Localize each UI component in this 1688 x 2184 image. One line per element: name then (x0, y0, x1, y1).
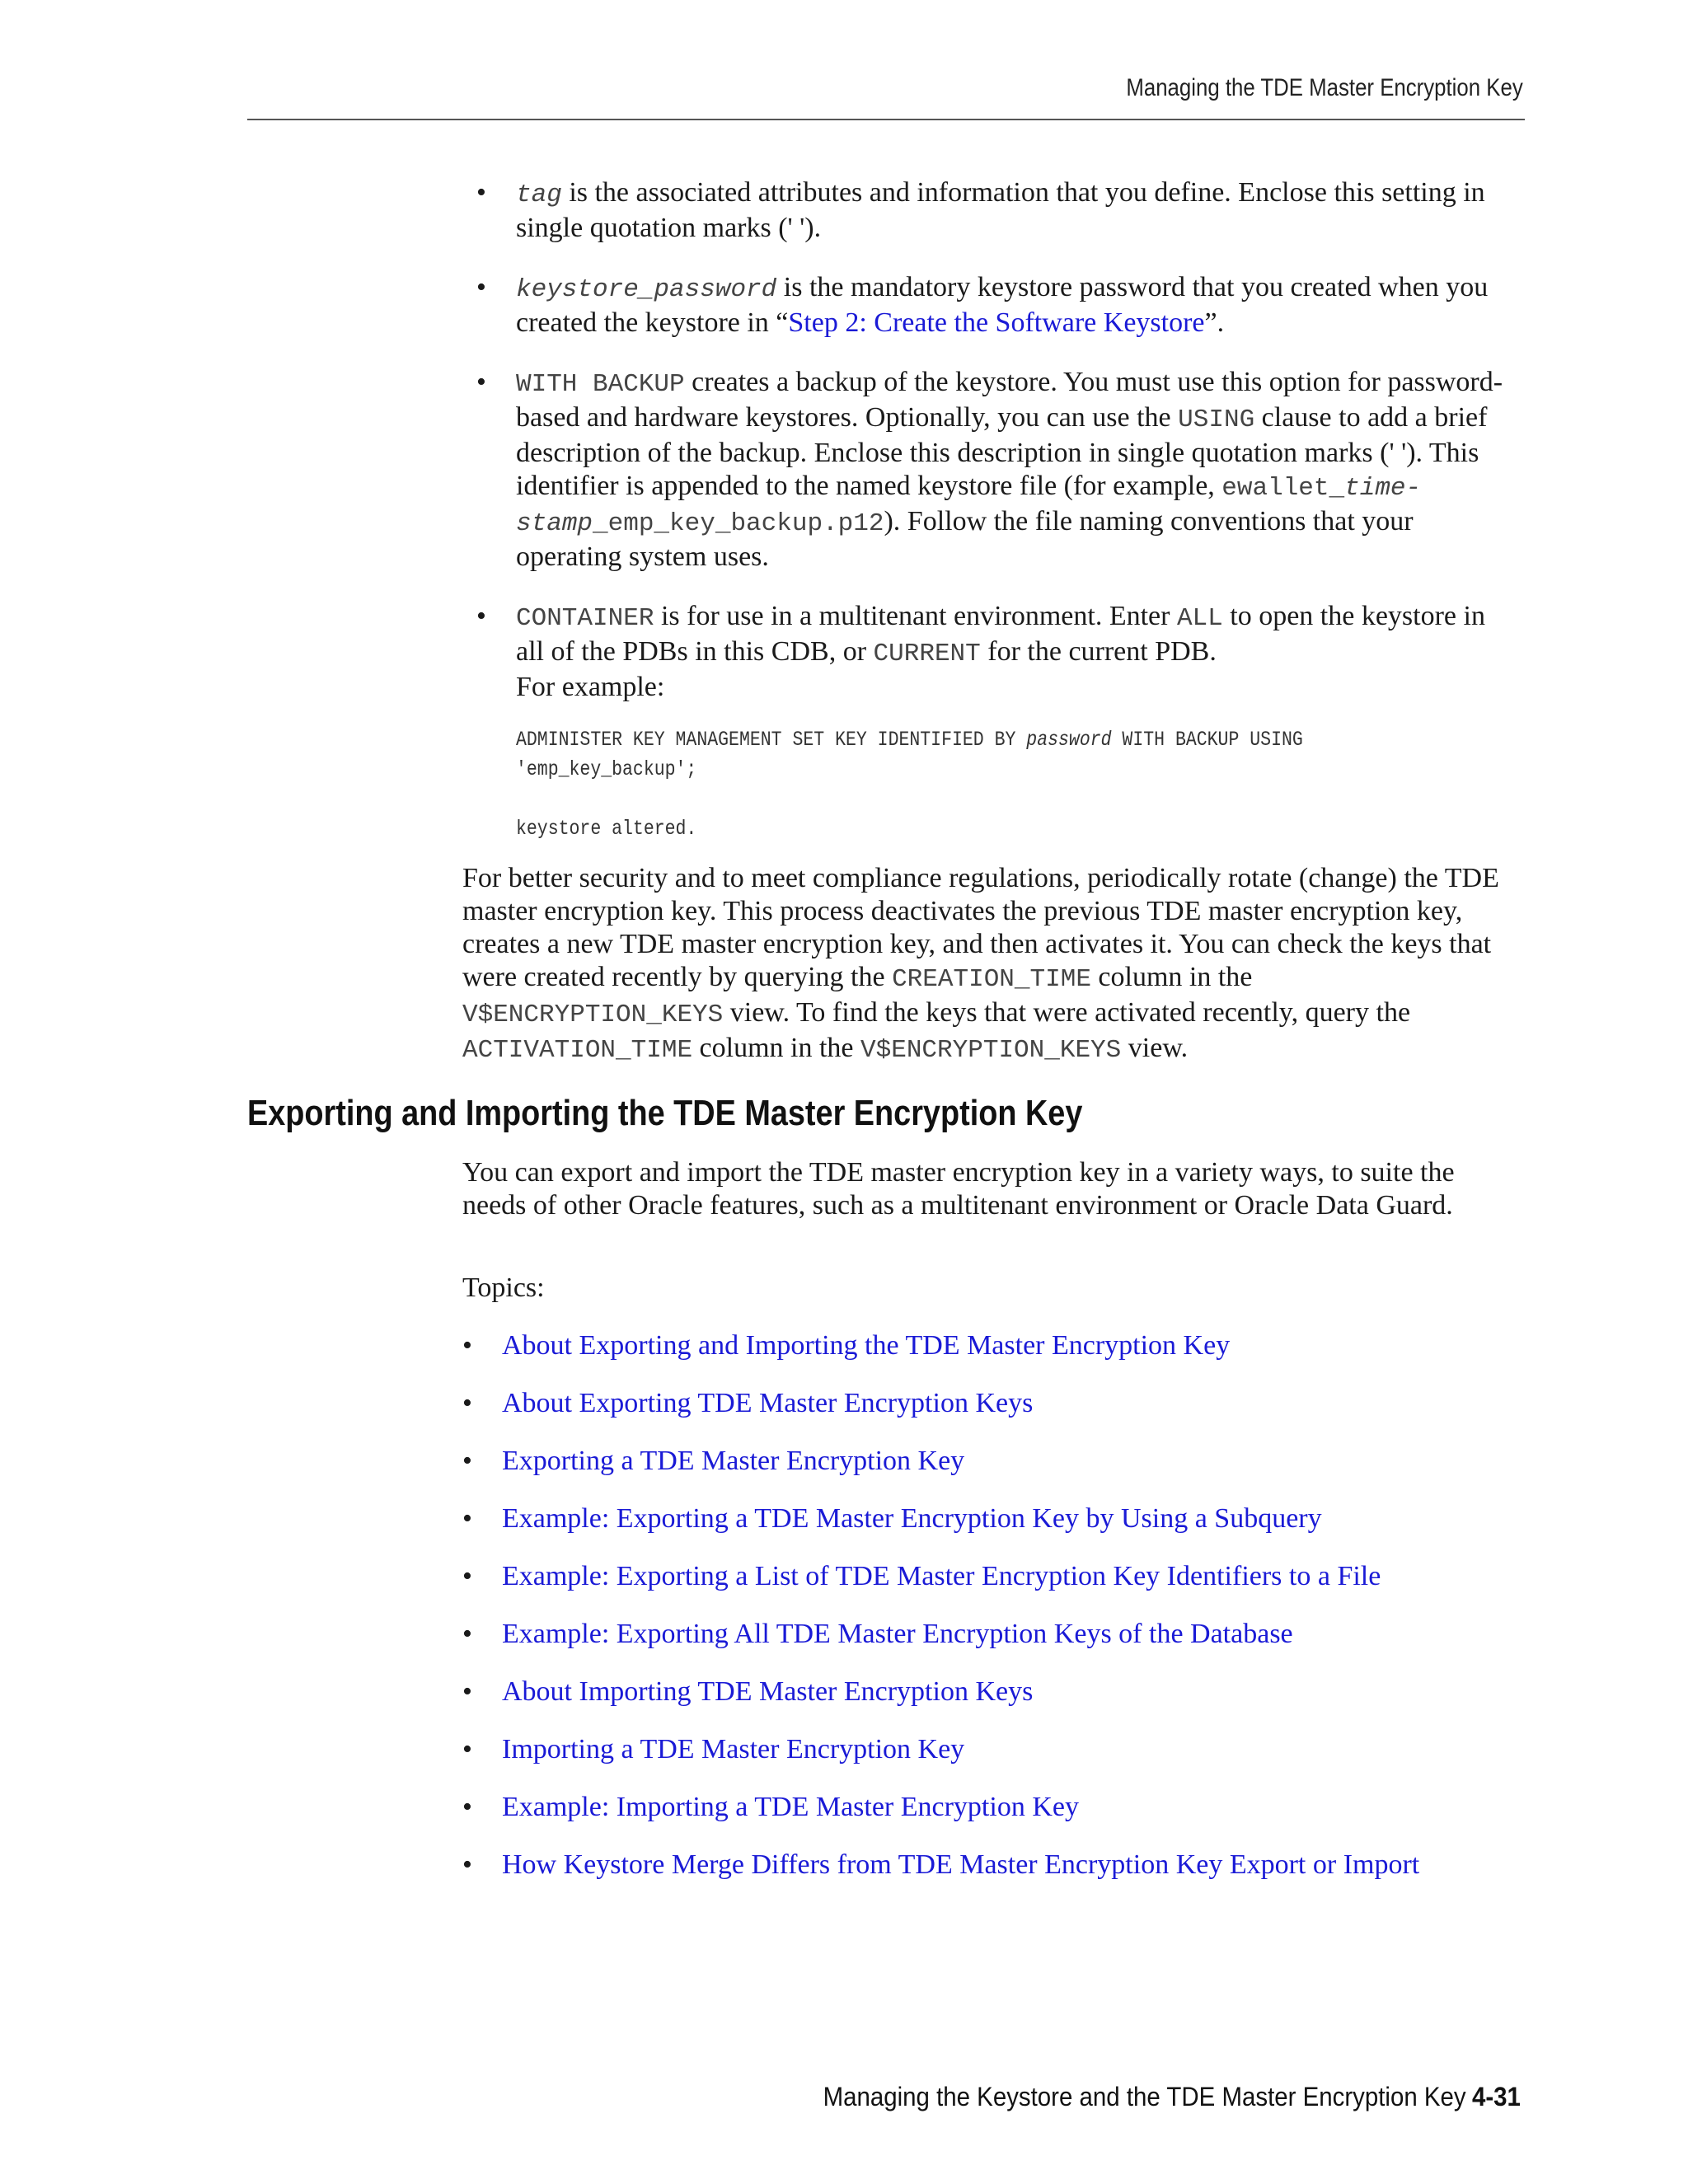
code-line: WITH BACKUP USING (1111, 728, 1303, 752)
topic-link[interactable]: Exporting a TDE Master Encryption Key (502, 1446, 965, 1476)
paragraph-text: column in the (692, 1033, 861, 1063)
paragraph-text: column in the (1090, 962, 1253, 992)
bullet-text: is the mandatory keystore password that you created when you created the keystore in “ (516, 272, 1489, 338)
bullet-text: is for use in a multitenant environment. Enter (654, 601, 1177, 631)
code-term: tag (516, 180, 562, 209)
list-item (502, 1502, 1524, 1560)
code-line: 'emp_key_backup'; (516, 757, 697, 781)
code-placeholder: password (1026, 728, 1112, 752)
topic-link[interactable]: Example: Importing a TDE Master Encryption Key (502, 1792, 1079, 1822)
bullet-text: for the current PDB. (980, 636, 1217, 667)
rotation-paragraph (462, 862, 1509, 1067)
running-footer (823, 2082, 1521, 2112)
list-item (502, 1387, 1524, 1445)
topic-link[interactable]: Example: Exporting a List of TDE Master Encryption Key Identifiers to a File (502, 1561, 1381, 1591)
list-item (502, 1675, 1524, 1733)
topic-link[interactable]: Example: Exporting All TDE Master Encryption Keys of the Database (502, 1619, 1293, 1649)
topic-link[interactable]: About Importing TDE Master Encryption Keys (502, 1676, 1034, 1707)
list-item (502, 1329, 1524, 1387)
code-term: ACTIVATION_TIME (462, 1036, 693, 1065)
code-term: time-stamp (516, 474, 1422, 538)
footer-title: Managing the Keystore and the TDE Master Encryption Key (823, 2082, 1466, 2111)
bullet-text: clause to add a brief description of the backup. Enclose this description in single quotation marks (' '). This identifier is appended to the named keystore file (for example, (516, 402, 1488, 501)
example-label: For example: (516, 672, 665, 702)
topic-link[interactable]: Example: Exporting a TDE Master Encryption Key by Using a Subquery (502, 1503, 1322, 1534)
code-output: keystore altered. (516, 817, 697, 841)
list-item (502, 1560, 1524, 1618)
paragraph-text: view. To find the keys that were activated recently, query the (723, 997, 1411, 1028)
bullet-tag (516, 176, 1505, 245)
section-intro: You can export and import the TDE master encryption key in a variety ways, to suite the needs of other Oracle features, such as a multitenant environment or Oracle Data Guard. (462, 1157, 1455, 1221)
topics-label: Topics: (462, 1272, 545, 1303)
code-term: CURRENT (873, 640, 981, 668)
topic-link[interactable]: About Exporting and Importing the TDE Master Encryption Key (502, 1330, 1231, 1361)
topic-link[interactable]: How Keystore Merge Differs from TDE Master Encryption Key Export or Import (502, 1849, 1420, 1880)
list-item (502, 1791, 1524, 1849)
code-term: V$ENCRYPTION_KEYS (462, 1001, 724, 1029)
bullet-text: to open the keystore in all of the PDBs in this CDB, or (516, 601, 1485, 667)
bullet-with-backup (516, 366, 1505, 574)
list-item (502, 1849, 1524, 1906)
topic-link[interactable]: About Exporting TDE Master Encryption Keys (502, 1388, 1034, 1418)
bullet-text: ). Follow the file naming conventions that your operating system uses. (516, 506, 1414, 572)
list-item (502, 1445, 1524, 1502)
list-item (502, 1618, 1524, 1675)
code-term: keystore_password (516, 275, 777, 304)
bullet-keystore-password (516, 271, 1505, 340)
paragraph-text: view. (1121, 1033, 1189, 1063)
code-term: ewallet_ (1221, 474, 1345, 503)
code-term: CONTAINER (516, 604, 654, 633)
code-term: CREATION_TIME (892, 965, 1091, 994)
bullet-text: is the associated attributes and information that you define. Enclose this setting in single quotation marks (' '). (516, 177, 1485, 243)
code-term: _emp_key_backup.p12 (593, 509, 884, 538)
section-heading: Exporting and Importing the TDE Master Encryption Key (247, 1093, 1083, 1133)
link-step2-create-software-keystore[interactable]: Step 2: Create the Software Keystore (788, 307, 1205, 338)
page-number: 4-31 (1472, 2082, 1521, 2111)
parameter-bullet-list (516, 176, 1505, 697)
bullet-text: creates a backup of the keystore. You must use this option for password-based and hardware keystores. Optionally, you can use the (516, 367, 1503, 433)
running-header (247, 68, 1525, 120)
code-term: ALL (1176, 604, 1223, 633)
bullet-container (516, 600, 1505, 671)
code-example (516, 725, 1303, 844)
topics-list (502, 1329, 1524, 1906)
code-term: USING (1178, 405, 1255, 434)
paragraph-text: For better security and to meet compliance regulations, periodically rotate (change) the TDE master encryption key. This process deactivates the previous TDE master encryption key, creates a new TDE master encryption key, and then activates it. You can check the keys that were created recently by querying the (462, 863, 1499, 992)
code-term: WITH BACKUP (516, 370, 685, 399)
list-item (502, 1733, 1524, 1791)
topic-link[interactable]: Importing a TDE Master Encryption Key (502, 1734, 965, 1765)
bullet-text: ”. (1204, 307, 1225, 338)
code-line: ADMINISTER KEY MANAGEMENT SET KEY IDENTIFIED BY (516, 728, 1027, 752)
code-term: V$ENCRYPTION_KEYS (860, 1036, 1122, 1065)
running-header-title: Managing the TDE Master Encryption Key (1126, 74, 1523, 101)
